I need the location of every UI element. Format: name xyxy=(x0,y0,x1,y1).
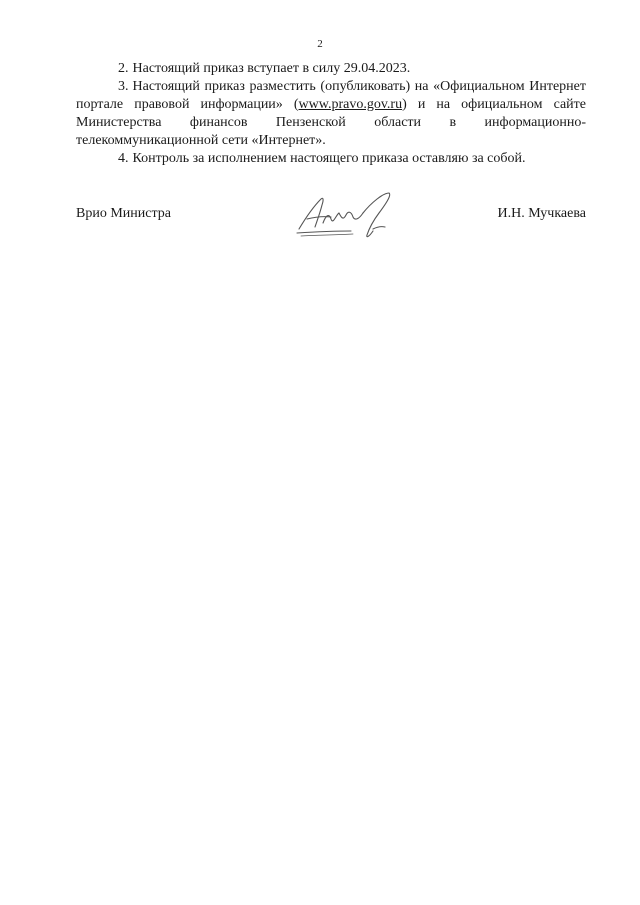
handwritten-signature xyxy=(293,189,403,241)
paragraph-text: Контроль за исполнением настоящего приказа оставляю за собой. xyxy=(132,151,526,166)
signature-block xyxy=(76,201,586,241)
signer-name: И.Н. Мучкаева xyxy=(497,206,586,221)
page-number: 2 xyxy=(317,38,323,50)
pravo-link[interactable]: www.pravo.gov.ru xyxy=(298,97,403,112)
document-body xyxy=(76,60,586,168)
paragraph-text-continued: ) и на официальном сайте Министерства финансов Пензенской области в информационно-телекоммуникационной сети «Интернет». xyxy=(76,97,586,148)
paragraph-text: Настоящий приказ разместить (опубликовать) на «Официальном Интернет портале правовой информации» ( xyxy=(76,79,586,112)
paragraph-3 xyxy=(76,78,586,150)
paragraph-number: 3. xyxy=(118,79,129,94)
paragraph-text: Настоящий приказ вступает в силу 29.04.2023. xyxy=(132,61,411,76)
paragraph-4 xyxy=(76,150,586,168)
paragraph-2 xyxy=(76,60,586,78)
signer-title: Врио Министра xyxy=(76,206,171,221)
paragraph-number: 4. xyxy=(118,151,129,166)
paragraph-number: 2. xyxy=(118,61,129,76)
